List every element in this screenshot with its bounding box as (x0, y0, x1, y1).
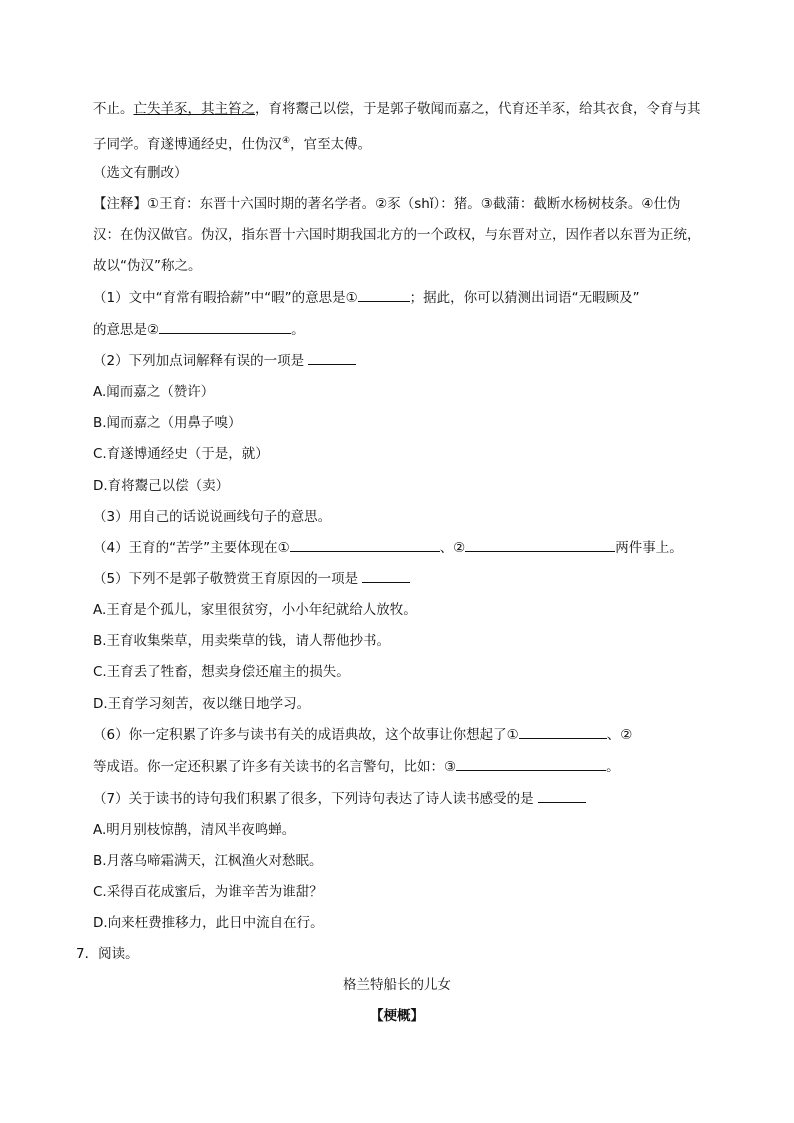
question-4-line (93, 538, 723, 558)
question-text: 等成语。你一定还积累了许多有关读书的名言警句，比如：③ (93, 759, 457, 775)
passage-text: ，官至太傅。 (290, 136, 372, 153)
question-3-stem: （3）用自己的话说说画线句子的意思。 (93, 509, 332, 525)
note-marker: ④ (282, 136, 291, 146)
question-6-line-2 (93, 757, 723, 777)
source-note: （选文有删改） (93, 165, 188, 181)
passage-text: ，育将鬻己以偿，于是郭子敬闻而嘉之，代育还羊豕，给其衣食，令育与其 (255, 101, 701, 117)
option-b: B.月落乌啼霜满天，江枫渔火对愁眠。 (93, 853, 323, 869)
summary-heading: 【梗概】 (370, 1008, 424, 1024)
question-text: 、② (606, 727, 633, 743)
question-text: 。 (291, 322, 305, 338)
question-6-line-1 (93, 725, 723, 745)
question-text: ；据此，你可以猜测出词语“无暇顾及” (409, 290, 640, 306)
passage-text: 不止。 (93, 101, 134, 117)
question-text: 两件事上。 (615, 540, 683, 556)
option-c: C.育遂博通经史（于是，就） (93, 446, 269, 462)
option-d: D.育将鬻己以偿（卖） (93, 478, 230, 494)
question-text: （6）你一定积累了许多与读书有关的成语典故，这个故事让你想起了① (93, 727, 519, 743)
answer-blank-2[interactable] (465, 538, 615, 552)
question-text: （1）文中“育常有暇拾薪”中“暇”的意思是① (93, 290, 358, 306)
answer-blank-1[interactable] (290, 538, 440, 552)
answer-blank[interactable] (538, 789, 586, 803)
question-text: 。 (606, 759, 620, 775)
option-c: C.王育丢了牲畜，想卖身偿还雇主的损失。 (93, 664, 350, 680)
option-d: D.向来枉费推移力，此日中流自在行。 (93, 915, 324, 931)
answer-blank-1[interactable] (519, 725, 607, 739)
answer-blank-2[interactable] (159, 320, 291, 334)
answer-blank[interactable] (362, 569, 410, 583)
question-text: （5）下列不是郭子敬赞赏王育原因的一项是 (93, 571, 359, 587)
question-5-stem (93, 569, 723, 589)
question-text: （2）下列加点词解释有误的一项是 (93, 353, 305, 369)
question-1-line-2 (93, 320, 723, 340)
option-a: A.明月别枝惊鹊，清风半夜鸣蝉。 (93, 822, 296, 838)
option-c: C.采得百花成蜜后，为谁辛苦为谁甜？ (93, 884, 323, 900)
question-2-stem (93, 351, 723, 371)
question-text: 、② (439, 540, 466, 556)
passage-line-1 (93, 99, 723, 119)
question-text: （7）关于读书的诗句我们积累了很多，下列诗句表达了诗人读书感受的是 (93, 791, 534, 807)
question-text: （4）王育的“苦学”主要体现在① (93, 540, 290, 556)
item-7-label: 7．阅读。 (76, 946, 139, 962)
option-b: B.王育收集柴草，用卖柴草的钱，请人帮他抄书。 (93, 633, 391, 649)
answer-blank[interactable] (308, 351, 356, 365)
option-d: D.王育学习刻苦，夜以继日地学习。 (93, 696, 311, 712)
annotation-line-2: 汉：在伪汉做官。伪汉，指东晋十六国时期我国北方的一个政权，与东晋对立，因作者以东晋为正统， (93, 227, 701, 243)
answer-blank-3[interactable] (456, 757, 606, 771)
passage-text: 子同学。育遂博通经史，仕伪汉 (93, 136, 282, 153)
question-7-stem (93, 789, 723, 809)
passage-line-2 (93, 131, 723, 155)
underlined-sentence: 亡失羊豕，其主笞之 (133, 101, 255, 117)
annotation-line-3: 故以“伪汉”称之。 (93, 258, 202, 274)
article-title: 格兰特船长的儿女 (343, 977, 451, 993)
annotation-line-1: 【注释】①王育：东晋十六国时期的著名学者。②豕（shǐ）：猪。③截蒲：截断水杨树枝条。④仕伪 (93, 196, 681, 212)
option-a: A.闻而嘉之（赞许） (93, 384, 215, 400)
option-a: A.王育是个孤儿，家里很贫穷，小小年纪就给人放牧。 (93, 602, 417, 618)
question-1-line-1 (93, 288, 723, 308)
answer-blank-1[interactable] (358, 288, 410, 302)
question-text: 的意思是② (93, 322, 160, 338)
option-b: B.闻而嘉之（用鼻子嗅） (93, 415, 242, 431)
